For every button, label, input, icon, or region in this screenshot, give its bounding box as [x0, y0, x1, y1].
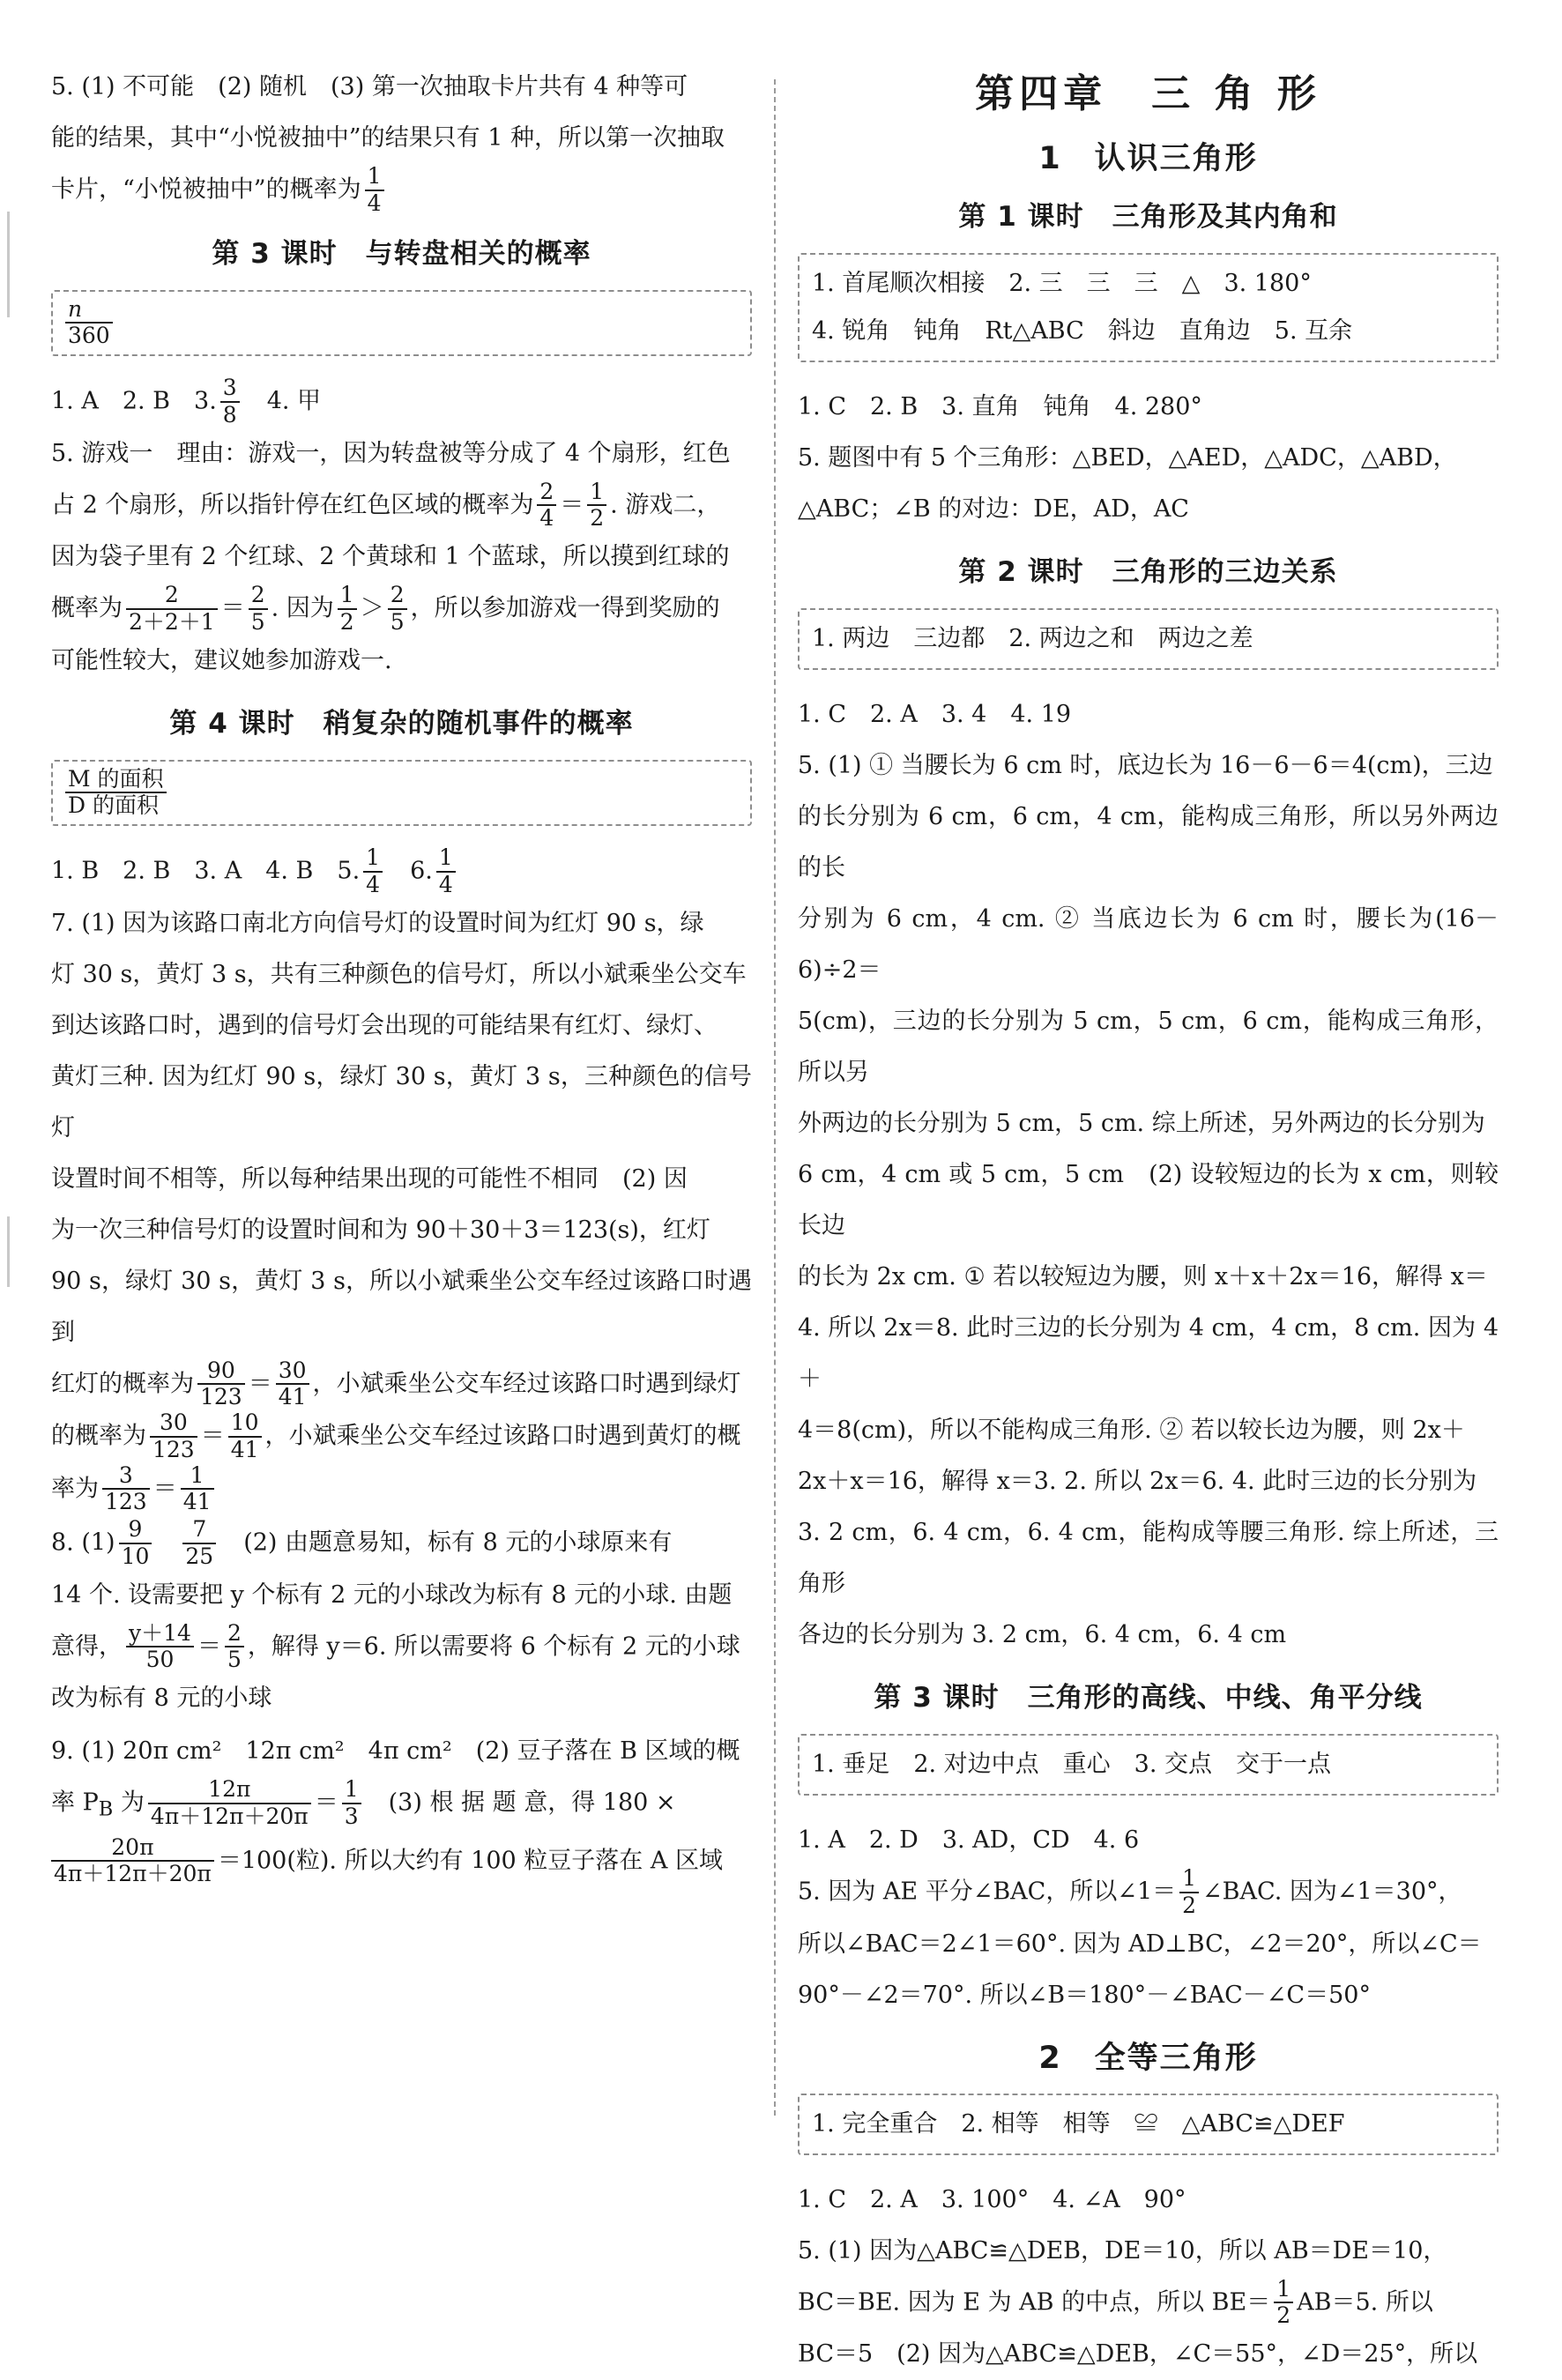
text-line: 8. (1) $\frac{9}{10}$ $\frac{7}{25}$ (2) 由题意易知，标有 8 元的小球原来有 — [51, 1516, 673, 1569]
fraction: $\frac{2}{5}$ — [225, 1621, 244, 1674]
answer-q1-4: 1. C 2. A 3. 100° 4. ∠A 90° — [798, 2185, 1186, 2213]
text-line: 改为标有 8 元的小球 — [51, 1685, 272, 1712]
fraction: $\frac{1}{2}$ — [1179, 1866, 1199, 1919]
fill-blank-box — [51, 760, 752, 827]
right-column — [798, 62, 1499, 2380]
text-line: 2x＋x＝16，解得 x＝3. 2. 所以 2x＝6. 4. 此时三边的长分别为 — [798, 1468, 1477, 1495]
text-line: 的概率为 $\frac{30}{123}$ ＝ $\frac{10}{41}$ ，小斌乘坐公交车经过该路口时遇到黄灯的概 — [51, 1409, 741, 1462]
fill-blank-box — [798, 2094, 1499, 2155]
fraction: $\frac{n}{360}$ — [65, 297, 113, 350]
text-line: $\frac{20\pi}{4\pi+12\pi+20\pi}$ ＝100(粒). 所以大约有 100 粒豆子落在 A 区域 — [51, 1835, 752, 1888]
answer-q1-4: 1. A 2. D 3. AD，CD 4. 6 — [798, 1826, 1140, 1854]
page-edge-mark — [7, 212, 10, 317]
fraction: $\frac{2}{5}$ — [388, 583, 407, 636]
text-line: 的长分别为 6 cm，6 cm，4 cm，能构成三角形，所以另外两边的长 — [798, 803, 1499, 881]
fill-blank-box — [798, 608, 1499, 670]
fraction: $\frac{20\pi}{4\pi+12\pi+20\pi}$ — [51, 1835, 214, 1888]
text-line: 因为袋子里有 2 个红球、2 个黄球和 1 个蓝球，所以摸到红球的 — [51, 543, 730, 570]
text-line: 率 $P_B$ 为 $\frac{12\pi}{4\pi+12\pi+20\pi}$ ＝ $\frac{1}{3}$ (3) 根 据 题 意，得 180 × — [51, 1776, 676, 1829]
text-line: 到达该路口时，遇到的信号灯会出现的可能结果有红灯、绿灯、 — [51, 1011, 718, 1039]
fraction: $\frac{1}{41}$ — [181, 1463, 214, 1516]
answer-q1-4: 1. C 2. A 3. 4 4. 19 — [798, 701, 1072, 728]
fraction: $\frac{1}{4}$ — [363, 845, 383, 898]
answer-q5-sides — [798, 740, 1499, 1661]
text-line: 1. 首尾顺次相接 2. 三 三 三 △ 3. 180° — [812, 270, 1312, 297]
answer-q9 — [51, 1726, 752, 1887]
lesson-3-title: 第 3 课时 三角形的高线、中线、角平分线 — [874, 1682, 1423, 1714]
fraction: $\frac{1}{2}$ — [338, 583, 357, 636]
text-line: 所以∠BAC＝2∠1＝60°. 因为 AD⊥BC，∠2＝20°，所以∠C＝ — [798, 1930, 1482, 1958]
text-line: 5. 题图中有 5 个三角形：△BED，△AED，△ADC，△ABD， — [798, 444, 1457, 472]
fraction: $\frac{1}{2}$ — [1274, 2277, 1293, 2330]
text-line: BC＝5 (2) 因为△ABC≌△DEB，∠C＝55°，∠D＝25°，所以 — [798, 2340, 1478, 2368]
fraction: $\frac{30}{41}$ — [276, 1358, 309, 1411]
fill-blank-box — [51, 290, 752, 357]
fill-blank-box — [798, 253, 1499, 362]
fraction: $\frac{90}{123}$ — [197, 1358, 245, 1411]
fraction: $\frac{y+14}{50}$ — [126, 1621, 194, 1674]
text-line: 概率为 $\frac{2}{2+2+1}$ ＝ $\frac{2}{5}$ . 因为 $\frac{1}{2}$ ＞ $\frac{2}{5}$ ，所以参加游戏一得到奖励的 — [51, 582, 720, 635]
text-line: 4. 锐角 钝角 Rt△ABC 斜边 直角边 5. 互余 — [812, 317, 1353, 345]
fraction: $\frac{2}{5}$ — [249, 583, 268, 636]
text-line: 设置时间不相等，所以每种结果出现的可能性不相同 (2) 因 — [51, 1164, 688, 1193]
text-line: 率为 $\frac{3}{123}$ ＝ $\frac{1}{41}$ — [51, 1463, 752, 1516]
text-line: 4＝8(cm)，所以不能构成三角形. ② 若以较长边为腰，则 2x＋ — [798, 1417, 1465, 1444]
fraction: $\frac{9}{10}$ — [119, 1517, 152, 1570]
text-line: 1. 两边 三边都 2. 两边之和 两边之差 — [812, 625, 1253, 652]
fraction: $\frac{\text{M 的面积}}{\text{D 的面积}}$ — [65, 767, 167, 820]
left-column — [51, 62, 752, 1889]
text-line: 1. 完全重合 2. 相等 相等 ≌ △ABC≌△DEF — [812, 2109, 1345, 2138]
text-line: 4. 所以 2x＝8. 此时三边的长分别为 4 cm，4 cm，8 cm. 因为 4＋ — [798, 1314, 1499, 1393]
text-line: 卡片，“小悦被抽中”的概率为 $\frac{1}{4}$ — [51, 164, 752, 217]
text-line: 90°－∠2＝70°. 所以∠B＝180°－∠BAC－∠C＝50° — [798, 1981, 1371, 2009]
lesson-3-title: 第 3 课时 与转盘相关的概率 — [212, 237, 591, 270]
text-line: 红灯的概率为 $\frac{90}{123}$ ＝ $\frac{30}{41}$ ，小斌乘坐公交车经过该路口时遇到绿灯 — [51, 1357, 741, 1410]
text-line: 为一次三种信号灯的设置时间和为 90＋30＋3＝123(s)，红灯 — [51, 1216, 710, 1244]
lesson-4-title: 第 4 课时 稍复杂的随机事件的概率 — [169, 707, 634, 740]
text-line: 14 个. 设需要把 y 个标有 2 元的小球改为标有 8 元的小球. 由题 — [51, 1580, 733, 1609]
answer-q7 — [51, 898, 752, 1516]
section-1-title: 1 认识三角形 — [1038, 141, 1258, 176]
text-line: BC＝BE. 因为 E 为 AB 的中点，所以 BE＝ $\frac{1}{2}$ AB＝5. 所以 — [798, 2275, 1433, 2329]
text-line: 9. (1) 20π cm² 12π cm² 4π cm² (2) 豆子落在 B 区域的概 — [51, 1737, 740, 1765]
page-edge-mark — [7, 1216, 10, 1287]
text-line: 5. (1) 因为△ABC≌△DEB，DE＝10，所以 AB＝DE＝10， — [798, 2236, 1447, 2265]
text-line: 7. (1) 因为该路口南北方向信号灯的设置时间为红灯 90 s，绿 — [51, 909, 704, 937]
fraction: $\frac{2}{2+2+1}$ — [126, 583, 218, 636]
answer-q1-4: 1. A 2. B 3. $\frac{3}{8}$ 4. 甲 — [51, 375, 322, 428]
text-line: 5. (1) 不可能 (2) 随机 (3) 第一次抽取卡片共有 4 种等可 — [51, 73, 688, 100]
answer-q1-6: 1. B 2. B 3. A 4. B 5. $\frac{1}{4}$ 6. $\frac{1}{4}$ — [51, 845, 752, 898]
fraction: $\frac{1}{3}$ — [342, 1777, 361, 1830]
fraction: $\frac{1}{2}$ — [587, 480, 606, 532]
text-line: 分别为 6 cm，4 cm. ② 当底边长为 6 cm 时，腰长为(16－6)÷2＝ — [798, 905, 1499, 984]
lesson-2-title: 第 2 课时 三角形的三边关系 — [958, 556, 1338, 588]
text-line: 能的结果，其中“小悦被抽中”的结果只有 1 种，所以第一次抽取 — [51, 124, 725, 152]
fraction: $\frac{3}{8}$ — [220, 376, 240, 428]
chapter-title: 第四章 三 角 形 — [975, 71, 1321, 116]
fraction: $\frac{30}{123}$ — [150, 1410, 197, 1463]
text-line: 6 cm，4 cm 或 5 cm，5 cm (2) 设较短边的长为 x cm，则较长边 — [798, 1161, 1499, 1239]
answer-q8 — [51, 1517, 752, 1724]
text-line: 5. (1) ① 当腰长为 6 cm 时，底边长为 16－6－6＝4(cm)，三边 — [798, 752, 1493, 779]
text-line: 灯 30 s，黄灯 3 s，共有三种颜色的信号灯，所以小斌乘坐公交车 — [51, 960, 747, 988]
text-line: 占 2 个扇形，所以指针停在红色区域的概率为 $\frac{2}{4}$ ＝ $\frac{1}{2}$ . 游戏二， — [51, 478, 721, 532]
fraction: $\frac{1}{4}$ — [365, 164, 384, 217]
text-line: 的长为 2x cm. ① 若以较短边为腰，则 x＋x＋2x＝16，解得 x＝ — [798, 1263, 1488, 1290]
section-2-title: 2 全等三角形 — [1038, 2040, 1258, 2076]
text-line: 意得， $\frac{y+14}{50}$ ＝ $\frac{2}{5}$ ，解得 y＝6. 所以需要将 6 个标有 2 元的小球 — [51, 1619, 740, 1673]
fraction: $\frac{2}{4}$ — [537, 480, 556, 532]
text-line: 黄灯三种. 因为红灯 90 s，绿灯 30 s，黄灯 3 s，三种颜色的信号灯 — [51, 1062, 752, 1142]
fraction: $\frac{3}{123}$ — [102, 1463, 150, 1516]
text-line: 5. 游戏一 理由：游戏一，因为转盘被等分成了 4 个扇形，红色 — [51, 439, 731, 467]
column-divider — [774, 79, 776, 2116]
text-line: 90 s，绿灯 30 s，黄灯 3 s，所以小斌乘坐公交车经过该路口时遇到 — [51, 1267, 752, 1346]
lesson-1-title: 第 1 课时 三角形及其内角和 — [958, 201, 1338, 233]
fraction: $\frac{12\pi}{4\pi+12\pi+20\pi}$ — [148, 1777, 311, 1830]
text-line: 3. 2 cm，6. 4 cm，6. 4 cm，能构成等腰三角形. 综上所述，三角形 — [798, 1519, 1499, 1597]
text-line: 5. 因为 AE 平分∠BAC，所以∠1＝ $\frac{1}{2}$ ∠BAC. 因为∠1＝30°， — [798, 1865, 1462, 1918]
answer-q5-game — [51, 428, 752, 687]
text-line: △ABC；∠B 的对边：DE，AD，AC — [798, 495, 1189, 523]
fraction: $\frac{10}{41}$ — [228, 1410, 262, 1463]
text-line: 各边的长分别为 3. 2 cm，6. 4 cm，6. 4 cm — [798, 1621, 1287, 1648]
fraction: $\frac{1}{4}$ — [436, 845, 456, 898]
answer-q5-lottery — [51, 62, 752, 217]
text-line: 可能性较大，建议她参加游戏一. — [51, 646, 392, 674]
text-line: 外两边的长分别为 5 cm，5 cm. 综上所述，另外两边的长分别为 — [798, 1110, 1485, 1137]
text-line: 5(cm)，三边的长分别为 5 cm，5 cm，6 cm，能构成三角形，所以另 — [798, 1008, 1499, 1086]
fill-blank-box — [798, 1734, 1499, 1796]
answer-q1-4: 1. C 2. B 3. 直角 钝角 4. 280° — [798, 393, 1202, 420]
fraction: $\frac{7}{25}$ — [182, 1517, 216, 1570]
text-line: 1. 垂足 2. 对边中点 重心 3. 交点 交于一点 — [812, 1751, 1332, 1778]
